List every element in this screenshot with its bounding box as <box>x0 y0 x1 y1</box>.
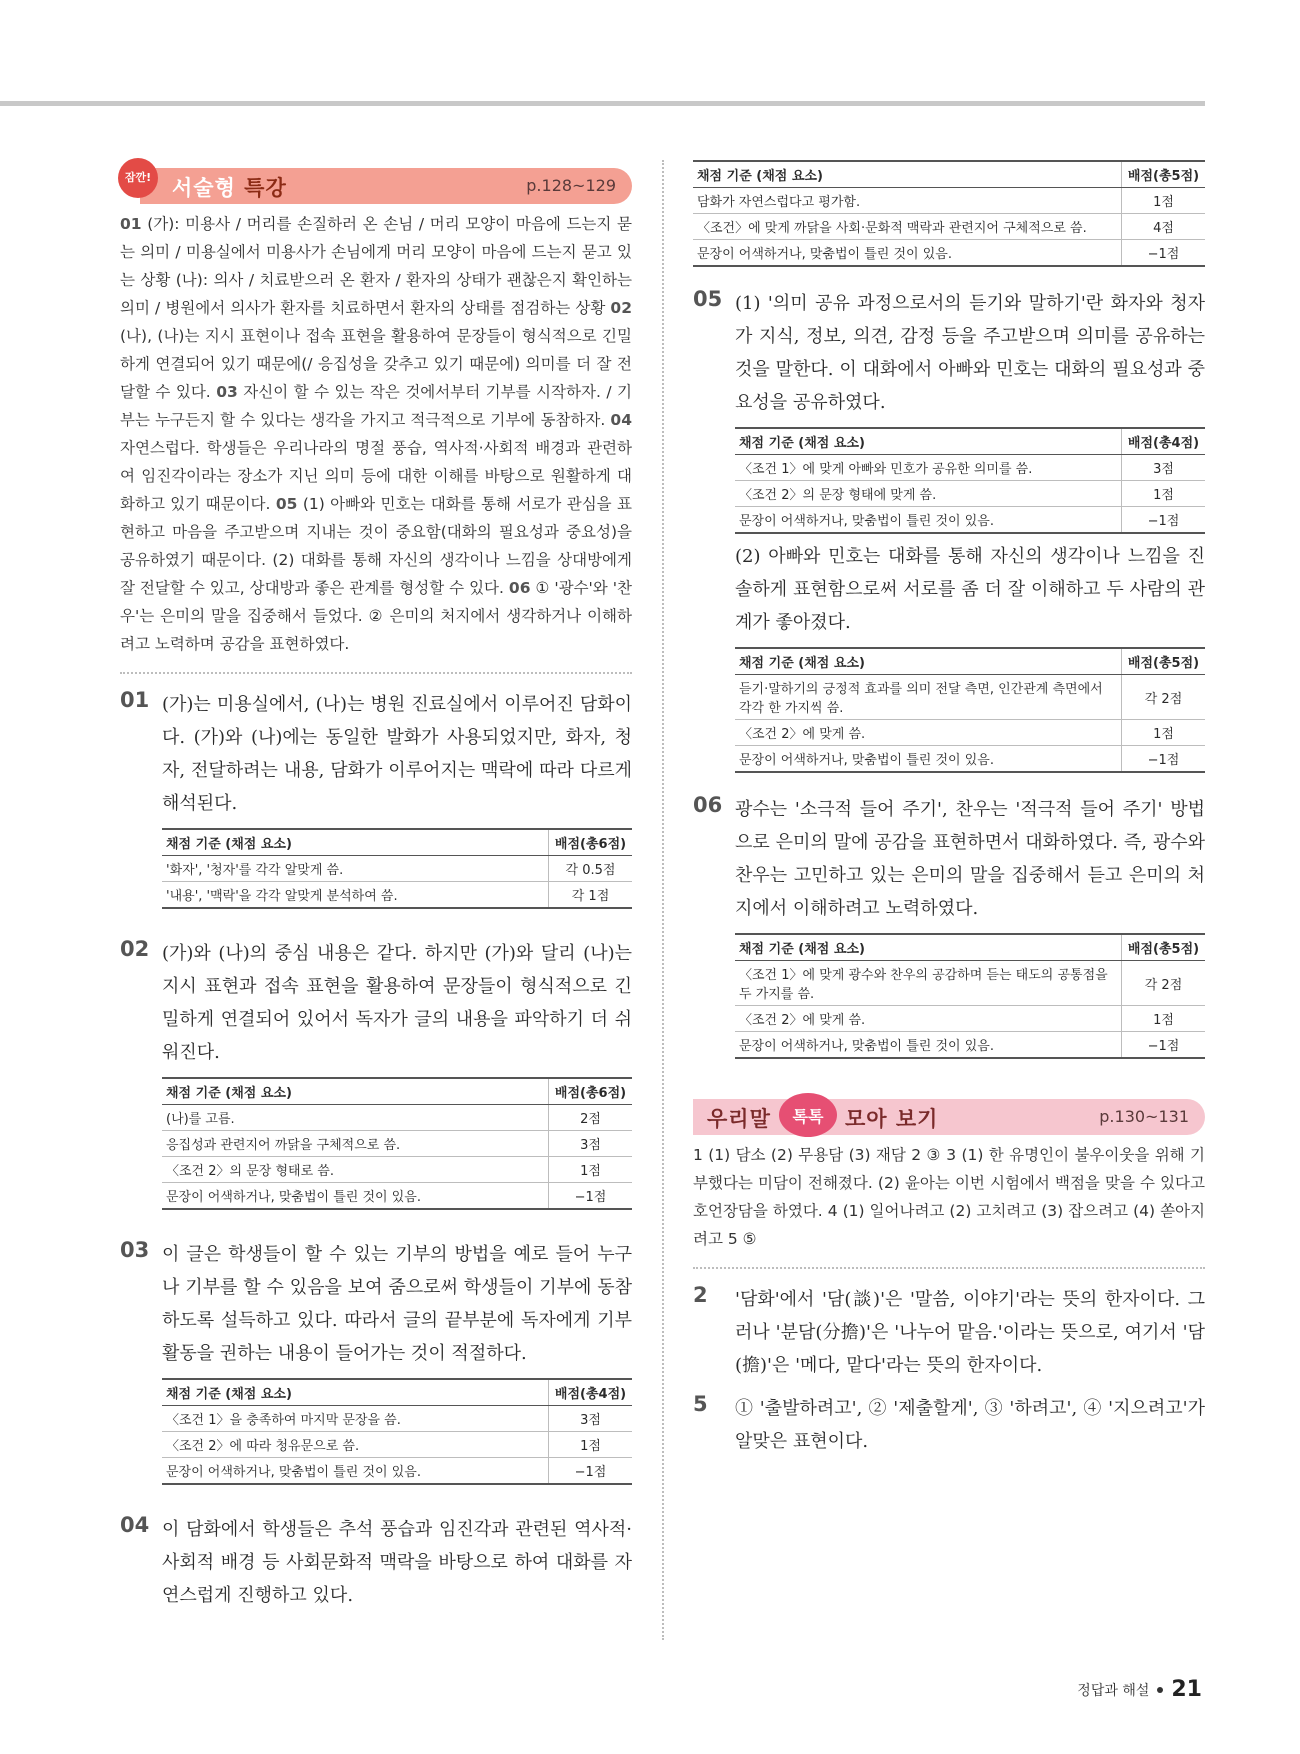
vocab-title-b: 모아 보기 <box>845 1107 939 1131</box>
summary-item: 04 자연스럽다. 학생들은 우리나라의 명절 풍습, 역사적·사회적 배경과 관련하여 임진각이라는 장소가 지닌 의미 등에 대한 이해를 바탕으로 원활하게 대화하고 있기 때문이다. <box>120 411 632 513</box>
question-number: 06 <box>693 793 723 817</box>
col-header: 채점 기준 (채점 요소) <box>693 161 1122 188</box>
question-number: 5 <box>693 1392 708 1416</box>
table-row: '화자', '청자'를 각각 알맞게 씀. 각 0.5점 <box>162 856 632 882</box>
col-header-points: 배점(총5점) <box>1122 934 1206 961</box>
section-title-a: 서술형 <box>172 176 236 200</box>
criteria-06 <box>735 933 1205 1059</box>
col-header-points: 배점(총4점) <box>549 1379 633 1406</box>
question-02 <box>120 937 632 1069</box>
criteria-table <box>162 1077 632 1210</box>
table-row: 〈조건 2〉에 맞게 씀. 1점 <box>735 1006 1205 1032</box>
vocab-title-a: 우리말 <box>707 1107 771 1131</box>
question-number: 03 <box>120 1238 150 1262</box>
table-row: 〈조건 2〉에 따라 청유문으로 씀. 1점 <box>162 1432 632 1458</box>
summary-item: 02 (나), (나)는 지시 표현이나 접속 표현을 활용하여 문장들이 형식적으로 긴밀하게 연결되어 있기 때문에(/ 응집성을 갖추고 있기 때문에) 의미를 더 잘 전달할 수 있다. <box>120 299 632 401</box>
col-header-points: 배점(총6점) <box>549 829 633 856</box>
question-number: 2 <box>693 1283 708 1307</box>
question-number: 02 <box>120 937 150 961</box>
criteria-table <box>162 1378 632 1485</box>
section-banner-vocab <box>693 1099 1205 1135</box>
top-rule <box>0 101 1205 106</box>
divider <box>120 672 632 674</box>
table-row: 〈조건〉에 맞게 까닭을 사회·문화적 맥락과 관련지어 구체적으로 씀. 4점 <box>693 214 1205 240</box>
question-answer: 광수는 '소극적 들어 주기', 찬우는 '적극적 들어 주기' 방법으로 은미의 말에 공감을 표현하면서 대화하였다. 즉, 광수와 찬우는 고민하고 있는 은미의 말을 집중해서 듣고 은미의 처지에서 이해하려고 노력하였다. <box>735 799 1205 919</box>
col-header-points: 배점(총5점) <box>1122 161 1206 188</box>
badge-toktok: 톡톡 <box>779 1093 837 1137</box>
summary-item: 03 자신이 할 수 있는 작은 것에서부터 기부를 시작하자. / 기부는 누구든지 할 수 있다는 생각을 가지고 적극적으로 기부에 동참하자. <box>120 383 632 429</box>
criteria-table <box>735 647 1205 773</box>
col-header: 채점 기준 (채점 요소) <box>735 934 1122 961</box>
question-06 <box>693 793 1205 925</box>
right-column <box>693 160 1205 1458</box>
table-row: 문장이 어색하거나, 맞춤법이 틀린 것이 있음. −1점 <box>735 507 1205 534</box>
table-row: 문장이 어색하거나, 맞춤법이 틀린 것이 있음. −1점 <box>735 1032 1205 1059</box>
table-row: 담화가 자연스럽다고 평가함. 1점 <box>693 188 1205 214</box>
summary-answers <box>120 210 632 658</box>
question-answer-2: (2) 아빠와 민호는 대화를 통해 자신의 생각이나 느낌을 진솔하게 표현함으로써 서로를 좀 더 잘 이해하고 두 사람의 관계가 좋아졌다. <box>735 546 1205 633</box>
page-footer <box>1077 1677 1202 1702</box>
table-row: 〈조건 2〉의 문장 형태로 씀. 1점 <box>162 1157 632 1183</box>
left-column <box>120 168 632 1612</box>
vocab-title-b-wrap <box>845 1103 938 1133</box>
vocab-title <box>707 1103 771 1133</box>
badge-jamkkan: 잠깐! <box>118 158 158 198</box>
vocab-question-5 <box>693 1392 1205 1458</box>
footer-dot <box>1157 1687 1163 1693</box>
col-header: 채점 기준 (채점 요소) <box>735 428 1122 455</box>
summary-item: 06 ① '광수'와 '찬우'는 은미의 말을 집중해서 들었다. ② 은미의 처지에서 생각하거나 이해하려고 노력하며 공감을 표현하였다. <box>120 579 632 653</box>
question-03 <box>120 1238 632 1370</box>
col-header-points: 배점(총5점) <box>1122 648 1206 675</box>
table-row: 〈조건 1〉을 충족하여 마지막 문장을 씀. 3점 <box>162 1406 632 1432</box>
section-title <box>172 172 287 202</box>
table-row: 〈조건 2〉에 맞게 씀. 1점 <box>735 720 1205 746</box>
question-answer-1: (1) '의미 공유 과정으로서의 듣기와 말하기'란 화자와 청자가 지식, 정보, 의견, 감정 등을 주고받으며 의미를 공유하는 것을 말한다. 이 대화에서 아빠와 민호는 대화의 필요성과 중요성을 공유하였다. <box>735 293 1205 413</box>
table-row: 문장이 어색하거나, 맞춤법이 틀린 것이 있음. −1점 <box>693 240 1205 267</box>
question-number: 01 <box>120 688 150 712</box>
col-header: 채점 기준 (채점 요소) <box>162 1379 549 1406</box>
col-header: 채점 기준 (채점 요소) <box>162 829 549 856</box>
question-05 <box>693 287 1205 419</box>
column-divider <box>662 160 664 1640</box>
question-answer: 이 글은 학생들이 할 수 있는 기부의 방법을 예로 들어 누구나 기부를 할 수 있음을 보여 줌으로써 학생들이 기부에 동참하도록 설득하고 있다. 따라서 글의 끝부분에 독자에게 기부 활동을 권하는 내용이 들어가는 것이 적절하다. <box>162 1244 632 1364</box>
divider <box>693 1267 1205 1269</box>
section-title-b: 특강 <box>244 176 287 200</box>
table-row: 문장이 어색하거나, 맞춤법이 틀린 것이 있음. −1점 <box>735 746 1205 773</box>
col-header-points: 배점(총4점) <box>1122 428 1206 455</box>
question-answer: (가)는 미용실에서, (나)는 병원 진료실에서 이루어진 담화이다. (가)와 (나)에는 동일한 발화가 사용되었지만, 화자, 청자, 전달하려는 내용, 담화가 이루어지는 맥락에 따라 다르게 해석된다. <box>162 694 632 814</box>
page-range: p.130~131 <box>1099 1107 1189 1126</box>
table-row: 〈조건 1〉에 맞게 광수와 찬우의 공감하며 듣는 태도의 공통점을 두 가지를 씀. 각 2점 <box>735 961 1205 1006</box>
table-row: 듣기·말하기의 긍정적 효과를 의미 전달 측면, 인간관계 측면에서 각각 한 가지씩 씀. 각 2점 <box>735 675 1205 720</box>
criteria-05-1 <box>735 427 1205 773</box>
footer-label: 정답과 해설 <box>1077 1682 1150 1699</box>
question-answer: 이 담화에서 학생들은 추석 풍습과 임진각과 관련된 역사적·사회적 배경 등 사회문화적 맥락을 바탕으로 하여 대화를 자연스럽게 진행하고 있다. <box>162 1519 632 1606</box>
col-header: 채점 기준 (채점 요소) <box>162 1078 549 1105</box>
col-header-points: 배점(총6점) <box>549 1078 633 1105</box>
table-row: 문장이 어색하거나, 맞춤법이 틀린 것이 있음. −1점 <box>162 1458 632 1485</box>
table-row: 문장이 어색하거나, 맞춤법이 틀린 것이 있음. −1점 <box>162 1183 632 1210</box>
criteria-03 <box>162 1378 632 1485</box>
summary-item: 01 (가): 미용사 / 머리를 손질하러 온 손님 / 머리 모양이 마음에 드는지 묻는 의미 / 미용실에서 미용사가 손님에게 머리 모양이 마음에 드는지 묻고 있는 상황 (나): 의사 / 치료받으러 온 환자 / 환자의 상태가 괜찮은지 확인하는 의미 / 병원에서 의사가 환자를 치료하면서 환자의 상태를 점검하는 상황 <box>120 215 632 317</box>
vocab-question-2 <box>693 1283 1205 1382</box>
question-01 <box>120 688 632 820</box>
table-row: '내용', '맥락'을 각각 알맞게 분석하여 씀. 각 1점 <box>162 882 632 909</box>
criteria-02 <box>162 1077 632 1210</box>
col-header: 채점 기준 (채점 요소) <box>735 648 1122 675</box>
criteria-table-04 <box>693 160 1205 267</box>
question-04 <box>120 1513 632 1612</box>
summary-item: 05 (1) 아빠와 민호는 대화를 통해 서로가 관심을 표현하고 마음을 주고받으며 지내는 것이 중요함(대화의 필요성과 중요성)을 공유하였기 때문이다. (2) 대화를 통해 자신의 생각이나 느낌을 상대방에게 잘 전달할 수 있고, 상대방과 좋은 관계를 형성할 수 있다. <box>120 495 632 597</box>
criteria-table <box>735 933 1205 1059</box>
question-answer: ① '출발하려고', ② '제출할게', ③ '하려고', ④ '지으려고'가 알맞은 표현이다. <box>735 1398 1205 1452</box>
table-row: 〈조건 2〉의 문장 형태에 맞게 씀. 1점 <box>735 481 1205 507</box>
question-number: 04 <box>120 1513 150 1537</box>
question-number: 05 <box>693 287 723 311</box>
vocab-summary: 1 (1) 담소 (2) 무용담 (3) 재담 2 ③ 3 (1) 한 유명인이 불우이웃을 위해 기부했다는 미담이 전해졌다. (2) 윤아는 이번 시험에서 백점을 맞을 수 있다고 호언장담을 하였다. 4 (1) 일어나려고 (2) 고치려고 (3) 잡으려고 (4) 쏟아지려고 5 ⑤ <box>693 1146 1205 1248</box>
question-answer: (가)와 (나)의 중심 내용은 같다. 하지만 (가)와 달리 (나)는 지시 표현과 접속 표현을 활용하여 문장들이 형식적으로 긴밀하게 연결되어 있어서 독자가 글의 내용을 파악하기 더 쉬워진다. <box>162 943 632 1063</box>
table-row: 응집성과 관련지어 까닭을 구체적으로 씀. 3점 <box>162 1131 632 1157</box>
table-row: 〈조건 1〉에 맞게 아빠와 민호가 공유한 의미를 씀. 3점 <box>735 455 1205 481</box>
criteria-table <box>735 427 1205 534</box>
criteria-01 <box>162 828 632 909</box>
page-number: 21 <box>1171 1677 1202 1702</box>
question-answer: '담화'에서 '담(談)'은 '말씀, 이야기'라는 뜻의 한자이다. 그러나 '분담(分擔)'은 '나누어 맡음.'이라는 뜻으로, 여기서 '담(擔)'은 '메다, 맡다'라는 뜻의 한자이다. <box>735 1289 1205 1376</box>
criteria-table <box>162 828 632 909</box>
section-banner-writing <box>124 168 632 204</box>
page-range: p.128~129 <box>526 176 616 195</box>
table-row: (나)를 고름. 2점 <box>162 1105 632 1131</box>
